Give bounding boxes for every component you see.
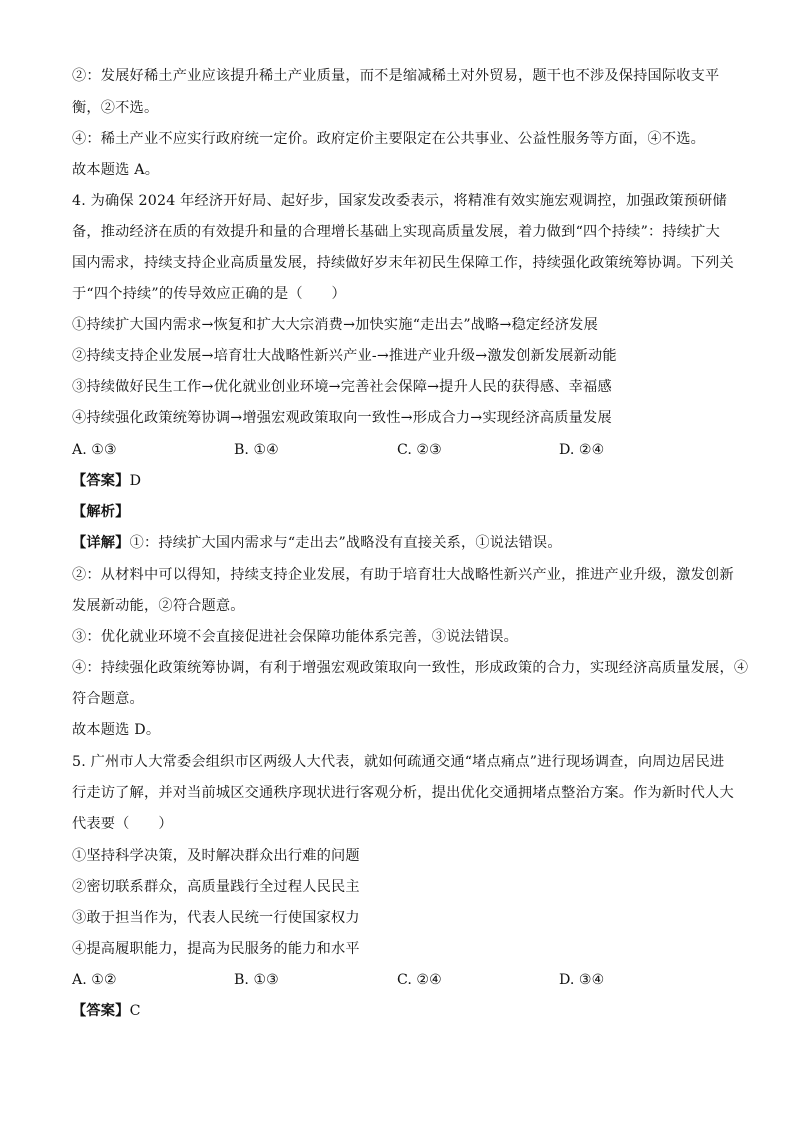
statement-item: ④提高履职能力，提高为民服务的能力和水平 xyxy=(72,941,360,957)
text-line: ③：优化就业环境不会直接促进社会保障功能体系完善，③说法错误。 xyxy=(72,629,519,645)
text-line: 行走访了解，并对当前城区交通秩序现状进行客观分析，提出优化交通拥堵点整治方案。作为新时代人大 xyxy=(72,785,734,801)
statement-item: ②密切联系群众，高质量践行全过程人民民主 xyxy=(72,879,360,895)
statement-item: ②持续支持企业发展→培育壮大战略性新兴产业-→推进产业升级→激发创新发展新动能 xyxy=(72,348,617,364)
answer-tag: 【答案】 xyxy=(72,1003,130,1019)
statement-item: ①坚持科学决策，及时解决群众出行难的问题 xyxy=(72,848,360,864)
answer-line xyxy=(72,471,141,491)
statement-item: ③敢于担当作为，代表人民统一行使国家权力 xyxy=(72,910,360,926)
option-d: D. ③④ xyxy=(559,972,605,988)
detail-tag: 【详解】 xyxy=(72,535,130,551)
option-b: B. ①③ xyxy=(234,972,279,988)
analysis-line xyxy=(72,502,130,522)
answer-line xyxy=(72,1001,141,1021)
option-c: C. ②③ xyxy=(397,442,442,458)
question-4-options xyxy=(72,440,722,460)
text-line: 国内需求，持续支持企业高质量发展，持续做好岁末年初民生保障工作，持续强化政策统筹协调。下列关 xyxy=(72,255,734,271)
option-b: B. ①④ xyxy=(234,442,279,458)
text-line: 故本题选 D。 xyxy=(72,722,161,738)
text-line: ④：持续强化政策统筹协调，有利于增强宏观政策取向一致性，形成政策的合力，实现经济高质量发展，④ xyxy=(72,660,749,676)
analysis-tag: 【解析】 xyxy=(72,504,130,520)
answer-value: D xyxy=(129,473,142,489)
statement-item: ③持续做好民生工作→优化就业创业环境→完善社会保障→提升人民的获得感、幸福感 xyxy=(72,379,612,395)
text-line: 故本题选 A。 xyxy=(72,162,160,178)
text-line: 发展新动能，②符合题意。 xyxy=(72,598,245,614)
text-line: 符合题意。 xyxy=(72,691,144,707)
text-line: ④：稀土产业不应实行政府统一定价。政府定价主要限定在公共事业、公益性服务等方面，④不选。 xyxy=(72,131,706,147)
option-a: A. ①③ xyxy=(72,442,117,458)
detail-text: ①：持续扩大国内需求与“走出去”战略没有直接关系，①说法错误。 xyxy=(129,535,562,551)
option-d: D. ②④ xyxy=(559,442,605,458)
answer-value: C xyxy=(129,1003,141,1019)
text-line: 备，推动经济在质的有效提升和量的合理增长基础上实现高质量发展，着力做到“四个持续”：持续扩大 xyxy=(72,224,720,240)
option-c: C. ②④ xyxy=(397,972,442,988)
statement-item: ④持续强化政策统筹协调→增强宏观政策取向一致性→形成合力→实现经济高质量发展 xyxy=(72,410,612,426)
answer-tag: 【答案】 xyxy=(72,473,130,489)
text-line: ②：从材料中可以得知，持续支持企业发展，有助于培育壮大战略性新兴产业，推进产业升级，激发创新 xyxy=(72,567,734,583)
statement-item: ①持续扩大国内需求→恢复和扩大大宗消费→加快实施“走出去”战略→稳定经济发展 xyxy=(72,317,598,333)
question-5-options xyxy=(72,970,722,990)
text-line: 代表要（ ） xyxy=(72,816,173,832)
question-5-stem: 5. 广州市人大常委会组织市区两级人大代表，就如何疏通交通“堵点痛点”进行现场调查，向周边居民进 xyxy=(72,754,725,770)
text-line: 衡，②不选。 xyxy=(72,100,159,116)
option-a: A. ①② xyxy=(72,972,117,988)
text-line: ②：发展好稀土产业应该提升稀土产业质量，而不是缩减稀土对外贸易，题干也不涉及保持国际收支平 xyxy=(72,68,720,84)
detail-line xyxy=(72,533,562,553)
text-line: 于“四个持续”的传导效应正确的是（ ） xyxy=(72,286,346,302)
question-4-stem: 4. 为确保 2024 年经济开好局、起好步，国家发改委表示，将精准有效实施宏观调控，加强政策预研储 xyxy=(72,193,727,209)
